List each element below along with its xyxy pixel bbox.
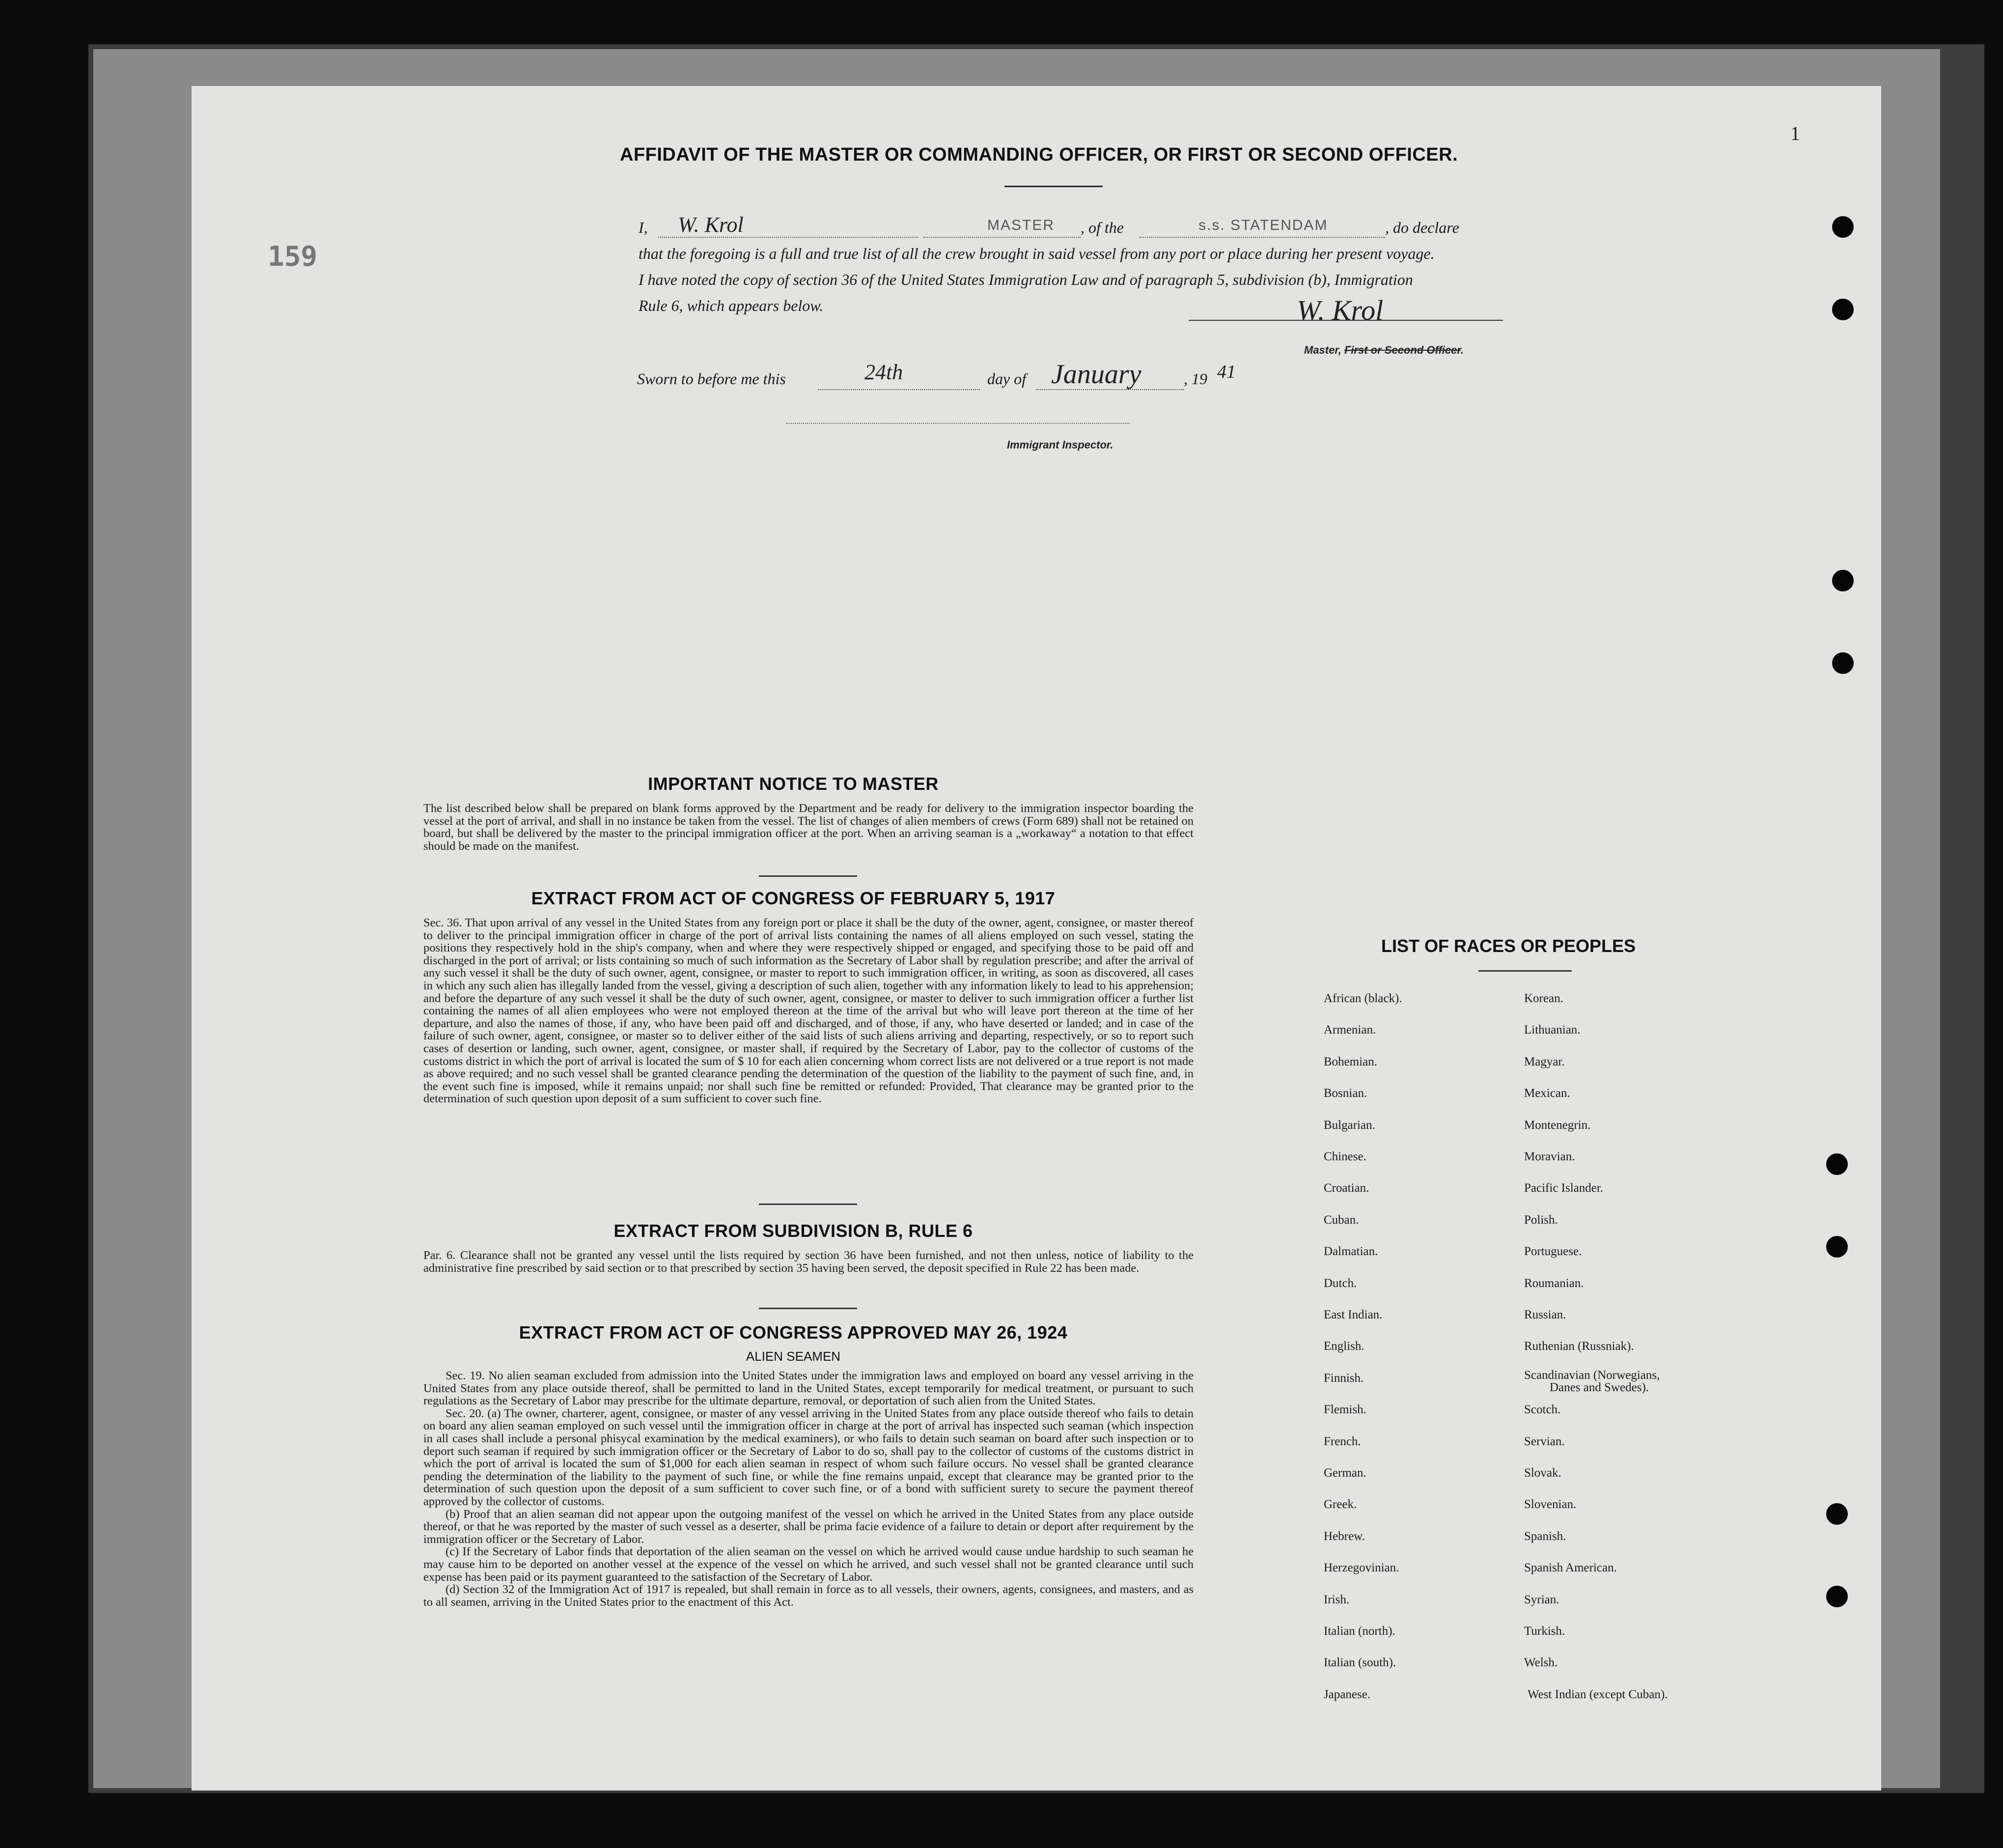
binder-hole	[1832, 652, 1854, 674]
race-item: Japanese.	[1324, 1688, 1371, 1701]
divider	[1478, 970, 1572, 972]
race-item: Herzegovinian.	[1324, 1561, 1399, 1574]
race-item: Turkish.	[1524, 1624, 1565, 1638]
binder-hole	[1826, 1153, 1848, 1175]
race-item: Slovenian.	[1524, 1498, 1577, 1511]
extract-1924-text	[423, 1370, 1194, 1608]
race-item-continuation: Danes and Swedes).	[1550, 1381, 1649, 1394]
race-item: Croatian.	[1324, 1181, 1369, 1195]
race-item: Dutch.	[1324, 1277, 1357, 1290]
master-signature: W. Krol	[1297, 294, 1384, 326]
race-item: Finnish.	[1324, 1372, 1364, 1385]
race-item: Servian.	[1524, 1435, 1565, 1448]
affidavit-i-label: I,	[639, 219, 648, 236]
race-item: Pacific Islander.	[1524, 1181, 1604, 1195]
race-item: English.	[1324, 1340, 1364, 1353]
divider	[1004, 186, 1103, 187]
race-item: Italian (south).	[1324, 1656, 1396, 1669]
paragraph: Sec. 20. (a) The owner, charterer, agent, consignee, or master of any vessel arriving in the United States from any place outside thereof who fails to detain on board any alien seaman employed on such vessel until the immigration officer in charge at the port of arrival has inspected such seaman (which inspection in all cases shall include a personal phisycal examination by the medical examiners), or who fails to detain such seaman on board after such inspection or to deport such seaman if required by such immigration officer or the Secretary of Labor to do so, shall pay to the collector of customs of the customs district in which the port of arrival is located the sum of $1,000 for each alien seaman in respect of whom such failure occurs. No vessel shall be granted clearance pending the determination of the liability to the payment of such fine, or while the fine remains unpaid, except that clearance may be granted prior to the determination of such question upon the deposit of a sum sufficient to cover such fine, or of a bond with sufficient surety to secure the payment thereof approved by the collector of customs.	[423, 1406, 1194, 1508]
race-item: Scotch.	[1524, 1403, 1561, 1416]
race-item: Welsh.	[1524, 1656, 1558, 1669]
race-item: Magyar.	[1524, 1055, 1565, 1068]
signer-name: W. Krol	[678, 213, 744, 237]
inspector-caption: Immigrant Inspector.	[1007, 439, 1113, 451]
signature-caption: Master, First or Second Officer.	[1304, 344, 1464, 356]
binder-hole	[1826, 1236, 1848, 1258]
extract-1924-subtitle: ALIEN SEAMEN	[746, 1349, 841, 1364]
race-item: Syrian.	[1524, 1593, 1559, 1606]
race-item: Moravian.	[1524, 1150, 1575, 1163]
do-declare-label: , do declare	[1385, 219, 1459, 236]
race-item: Chinese.	[1324, 1150, 1366, 1163]
sworn-day: 24th	[864, 360, 903, 384]
race-item: Ruthenian (Russniak).	[1524, 1340, 1634, 1353]
rank-typed: MASTER	[987, 217, 1055, 233]
race-item: Russian.	[1524, 1308, 1566, 1321]
divider	[759, 1308, 857, 1309]
affidavit-line-3: I have noted the copy of section 36 of the United States Immigration Law and of paragraph 5, subdivision (b), Immigration	[639, 271, 1413, 288]
sworn-label: Sworn to before me this	[637, 370, 786, 388]
extract-1917-text: Sec. 36. That upon arrival of any vessel in the United States from any foreign port or place it shall be the duty of the owner, agent, consignee, or master thereof to deliver to the principal immigration officer in charge of the port of arrival lists containing the names of all aliens employed on such vessel, stating the positions they respectively hold in the ship's company, when and where they were respectively shipped or engaged, and specifying those to be paid off and discharged in the port of arrival; or lists containing so much of such information as the Secretary of Labor shall by regulation prescribe; and after the arrival of any such vessel it shall be the duty of such owner, agent, consignee, or master to report to such immigration officer, in writing, as soon as discovered, all cases in which any such alien has illegally landed from the vessel, giving a description of such alien, together with any information likely to lead to his apprehension; and before the departure of any such vessel it shall be the duty of such owner, agent, consignee, or master to deliver to such immigration officer a further list containing the names of all alien employees who were not employed thereon at the time of the arrival but who will leave port thereon at the time of her departure, and also the names of those, if any, who have been paid off and discharged, and of those, if any, who have deserted or landed; and in case of the failure of such owner, agent, consignee, or master so to deliver either of the said lists of such aliens arriving and departing, respectively, or so to report such cases of desertion or landing, such owner, agent, consignee, or master shall, if required by the Secretary of Labor, pay to the collector of customs of the customs district in which the port of arrival is located the sum of $ 10 for each alien concerning whom correct lists are not delivered or a true report is not made as above required; and no such vessel shall be granted clearance pending the determination of the question of the liability to the payment of such fine, and, in the event such fine is imposed, while it remains unpaid; nor shall such fine be remitted or refunded: Provided, That clearance may be granted prior to the determination of such question upon deposit of a sum sufficient to cover such fine.	[423, 916, 1194, 1106]
extract-1924-title: EXTRACT FROM ACT OF CONGRESS APPROVED MAY 26, 1924	[519, 1322, 1068, 1343]
race-item: Scandinavian (Norwegians,	[1524, 1369, 1660, 1382]
race-item: Armenian.	[1324, 1023, 1376, 1036]
race-item: French.	[1324, 1435, 1361, 1448]
binder-hole	[1832, 570, 1854, 591]
paragraph: (b) Proof that an alien seaman did not appear upon the outgoing manifest of the vessel on which he arrived in the United States from any place outside thereof, or that he was reported by the master of such vessel as a deserter, shall be prima facie evidence of a failure to detain or deport after requirement by the immigration officer or the Secretary of Labor.	[423, 1507, 1194, 1546]
inspector-line	[786, 422, 1130, 424]
race-item: Spanish.	[1524, 1530, 1566, 1543]
race-item: Bulgarian.	[1324, 1119, 1375, 1132]
year-prefix: , 19	[1184, 370, 1207, 388]
stamp-number: 159	[268, 241, 318, 273]
race-item: Montenegrin.	[1524, 1119, 1591, 1132]
race-item: Bohemian.	[1324, 1055, 1378, 1068]
race-item: Lithuanian.	[1524, 1023, 1581, 1036]
affidavit-line-4: Rule 6, which appears below.	[639, 297, 824, 314]
page-number: 1	[1790, 122, 1800, 144]
race-item: West Indian (except Cuban).	[1528, 1688, 1668, 1701]
binder-hole	[1826, 1503, 1848, 1525]
sworn-month: January	[1051, 359, 1141, 390]
race-item: Irish.	[1324, 1593, 1350, 1606]
race-item: Flemish.	[1324, 1403, 1366, 1416]
race-item: Bosnian.	[1324, 1087, 1367, 1100]
race-item: Portuguese.	[1524, 1245, 1582, 1258]
of-the-label: , of the	[1081, 219, 1124, 236]
notice-text: The list described below shall be prepared on blank forms approved by the Department and be ready for delivery to the immigration inspector boarding the vessel at the port of arrival, and shall in no instance be taken from the vessel. The list of changes of alien members of crews (Form 689) shall not be retained on board, but shall be delivered by the master to the principal immigration officer at the port. When an arriving seaman is a „workaway“ a notation to that effect should be made on the manifest.	[423, 802, 1194, 853]
race-item: African (black).	[1324, 992, 1402, 1005]
sworn-year: 41	[1217, 362, 1236, 382]
extract-rule6-text: Par. 6. Clearance shall not be granted any vessel until the lists required by section 36 have been furnished, and not then unless, notice of liability to the administrative fine prescribed by said section or to that prescribed by section 35 having been served, the deposit specified in Rule 22 has been made.	[423, 1249, 1194, 1275]
binder-hole	[1832, 216, 1854, 238]
race-item: Mexican.	[1524, 1087, 1570, 1100]
signature-line	[1189, 319, 1503, 321]
paragraph: (c) If the Secretary of Labor finds that deportation of the alien seaman on the vessel on which he arrived would cause undue hardship to such seaman he may cause him to be deported on another vessel at the expence of the vessel on which he arrived, and such vessel shall not be granted clearance until such expense has been paid or its payment guaranteed to the satisfaction of the Secretary of Labor.	[423, 1545, 1194, 1584]
divider	[759, 1204, 857, 1205]
race-item: German.	[1324, 1466, 1366, 1480]
race-item: Korean.	[1524, 992, 1563, 1005]
race-item: Cuban.	[1324, 1213, 1359, 1227]
race-item: Hebrew.	[1324, 1530, 1365, 1543]
race-item: Greek.	[1324, 1498, 1357, 1511]
day-of-label: day of	[987, 370, 1027, 388]
extract-rule6-title: EXTRACT FROM SUBDIVISION B, RULE 6	[613, 1221, 973, 1241]
races-title: LIST OF RACES OR PEOPLES	[1381, 936, 1636, 956]
race-item: Dalmatian.	[1324, 1245, 1378, 1258]
race-item: Spanish American.	[1524, 1561, 1617, 1574]
divider	[759, 875, 857, 877]
extract-1917-title: EXTRACT FROM ACT OF CONGRESS OF FEBRUARY 5, 1917	[531, 888, 1056, 908]
notice-title: IMPORTANT NOTICE TO MASTER	[648, 774, 939, 794]
binder-hole	[1832, 299, 1854, 320]
affidavit-line-2: that the foregoing is a full and true list of all the crew brought in said vessel from any port or place during her present voyage.	[639, 245, 1435, 262]
vessel-typed: s.s. STATENDAM	[1198, 217, 1328, 233]
race-item: East Indian.	[1324, 1308, 1383, 1321]
paragraph: Sec. 19. No alien seaman excluded from admission into the United States under the immigration laws and employed on board any vessel arriving in the United States from any place outside thereof, shall be permitted to land in the United States, except temporarily for medical treatment, or pursuant to such regulations as the Secretary of Labor may prescribe for the ultimate departure, removal, or deportation of such alien from the United States.	[423, 1369, 1194, 1408]
binder-hole	[1826, 1586, 1848, 1607]
race-item: Slovak.	[1524, 1466, 1561, 1480]
affidavit-title: AFFIDAVIT OF THE MASTER OR COMMANDING OFFICER, OR FIRST OR SECOND OFFICER.	[620, 144, 1458, 165]
paragraph: (d) Section 32 of the Immigration Act of 1917 is repealed, but shall remain in force as to all vessels, their owners, agents, consignees, and masters, and as to all seamen, arriving in the United States prior to the enactment of this Act.	[423, 1583, 1194, 1609]
race-item: Polish.	[1524, 1213, 1558, 1227]
race-item: Roumanian.	[1524, 1277, 1584, 1290]
race-item: Italian (north).	[1324, 1624, 1395, 1638]
